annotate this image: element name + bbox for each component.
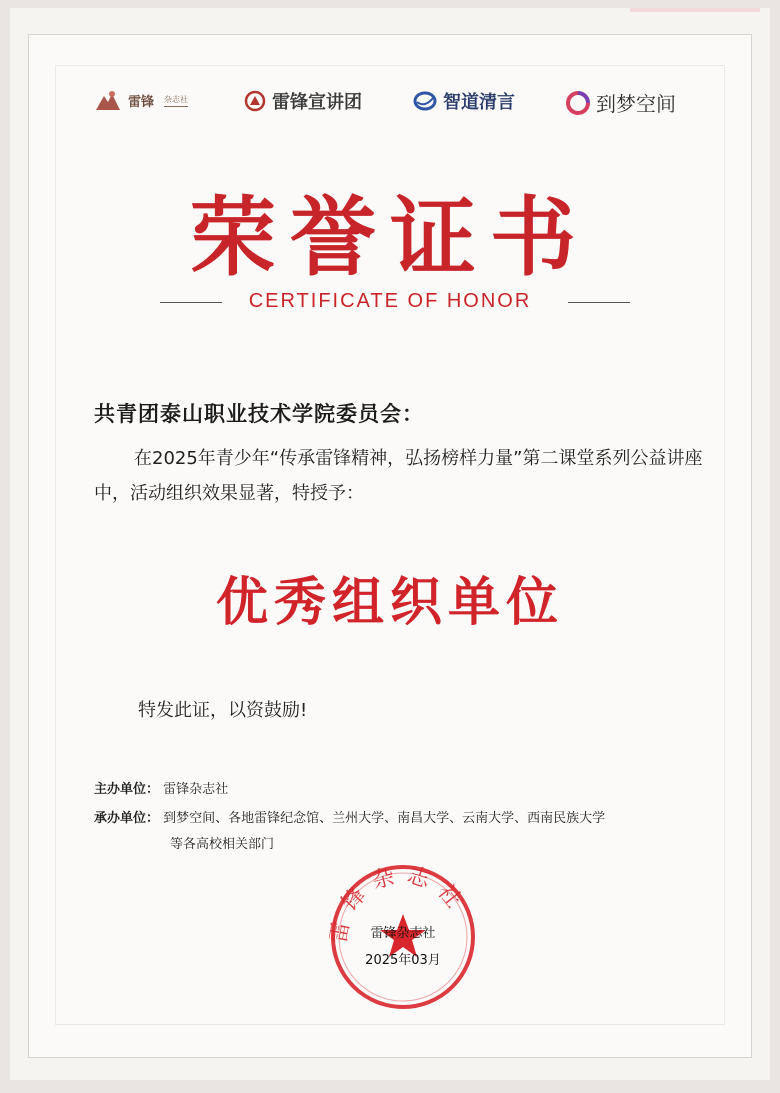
host-label: 主办单位： (94, 782, 160, 797)
host-organizer (94, 778, 228, 797)
co-organizer-label: 承办单位： (94, 811, 160, 826)
subtitle-right-rule (568, 302, 630, 303)
co-organizer-line1: 到梦空间、各地雷锋纪念馆、兰州大学、南昌大学、云南大学、西南民族大学 (163, 811, 606, 826)
seal-name: 雷锋杂志社 (370, 926, 436, 941)
logo4-text: 到梦空间 (596, 92, 676, 116)
co-organizers (94, 806, 694, 858)
daomeng-logo-icon (566, 91, 590, 115)
subtitle-row (150, 288, 630, 318)
seal-date: 2025年03月 (365, 953, 441, 968)
logo1-subtext: 杂志社 (164, 94, 188, 107)
logo3-text: 智道清言 (443, 92, 515, 113)
official-seal (328, 862, 478, 1012)
logo-leifeng-magazine (94, 88, 188, 112)
host-value: 雷锋杂志社 (163, 782, 229, 797)
logo-daomeng-space (566, 88, 676, 117)
logo2-text: 雷锋宣讲团 (272, 92, 362, 113)
certificate-title: 荣誉证书 (190, 187, 590, 288)
certificate-subtitle: CERTIFICATE OF HONOR (248, 290, 532, 312)
logo-leifeng-lecture-group (244, 88, 362, 114)
logo-zhidao-qingyan (413, 88, 515, 114)
award-title: 优秀组织单位 (215, 573, 564, 633)
closing-text: 特发此证，以资鼓励! (138, 700, 308, 721)
lecture-group-logo-icon (244, 90, 266, 112)
mountain-logo-icon (94, 88, 122, 112)
sponsor-logos (88, 82, 708, 122)
swirl-logo-icon (413, 90, 437, 112)
certificate-body: 在2025年青少年“传承雷锋精神，弘扬榜样力量”第二课堂系列公益讲座中，活动组织效果显著，特授予： (94, 448, 703, 504)
seal-ring-text: 雷锋杂志社 (328, 862, 472, 946)
recipient-name: 共青团泰山职业技术学院委员会： (94, 402, 424, 426)
top-edge-stripe (630, 8, 760, 12)
logo1-text: 雷锋 (128, 94, 155, 110)
co-organizer-line2: 等各高校相关部门 (170, 837, 275, 852)
